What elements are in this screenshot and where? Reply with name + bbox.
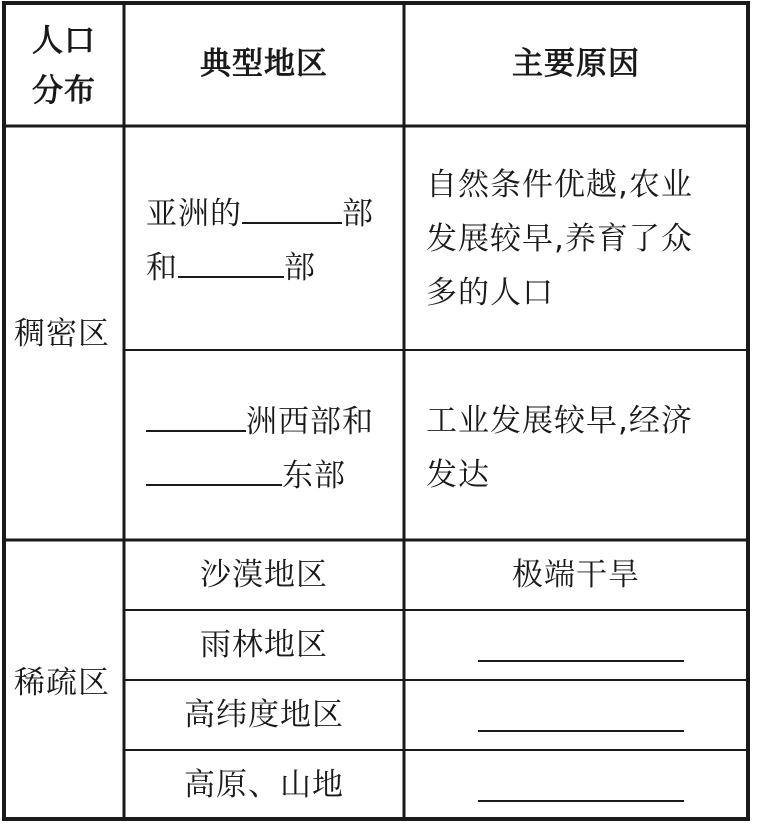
- header-typical-region: 典型地区: [200, 46, 328, 82]
- dense-region-1-blank-2[interactable]: [178, 240, 284, 278]
- header-main-reason: 主要原因: [512, 46, 640, 82]
- dense-region-1-line2-prefix: 和: [146, 250, 178, 286]
- dense-region-2-blank-1[interactable]: [146, 394, 246, 432]
- sparse-reason-plateau-mountain-blank[interactable]: [478, 800, 684, 802]
- dense-region-1-line2: [146, 240, 316, 295]
- dense-group-label: 稠密区: [14, 316, 110, 352]
- header-distribution-line1: 人口: [32, 23, 96, 59]
- dense-reason-1-line3: 多的人口: [426, 275, 554, 311]
- sparse-region-plateau-mountain: 高原、山地: [184, 767, 344, 803]
- sparse-reason-desert: 极端干旱: [512, 557, 640, 593]
- dense-region-1-prefix: 亚洲的: [146, 196, 242, 232]
- dense-region-1-line1: [146, 186, 374, 241]
- sparse-reason-rainforest-blank[interactable]: [478, 660, 684, 662]
- header-distribution-line2: 分布: [32, 73, 96, 109]
- sparse-group-label: 稀疏区: [14, 665, 110, 701]
- sparse-region-desert: 沙漠地区: [200, 557, 328, 593]
- dense-region-2-suffix-1: 洲西部和: [246, 404, 374, 440]
- dense-region-1-blank-1[interactable]: [242, 186, 342, 224]
- dense-reason-2-line1: 工业发展较早,经济: [426, 403, 693, 439]
- dense-region-1-suffix: 部: [342, 196, 374, 232]
- sparse-region-rainforest: 雨林地区: [200, 627, 328, 663]
- sparse-region-high-latitude: 高纬度地区: [184, 697, 344, 733]
- dense-reason-1-line2: 发展较早,养育了众: [426, 221, 693, 257]
- sparse-reason-high-latitude-blank[interactable]: [478, 730, 684, 732]
- dense-region-1-line2-suffix: 部: [284, 250, 316, 286]
- dense-region-2-line1: [146, 394, 374, 449]
- dense-reason-2-line2: 发达: [426, 457, 490, 493]
- dense-region-2-suffix-2: 东部: [282, 458, 346, 494]
- dense-region-2-line2: [146, 448, 346, 503]
- dense-region-2-blank-2[interactable]: [146, 448, 282, 486]
- dense-reason-1-line1: 自然条件优越,农业: [426, 167, 693, 203]
